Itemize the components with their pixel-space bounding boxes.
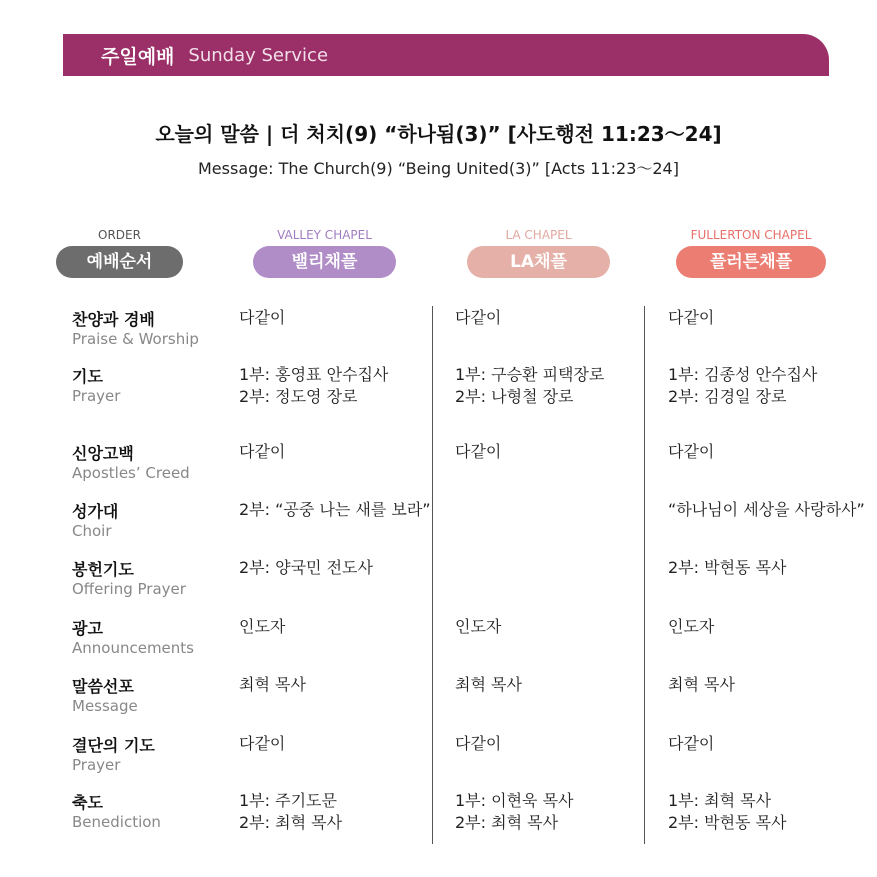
row-label-en: Announcements — [72, 639, 194, 657]
fullerton-cell: 다같이 — [668, 308, 715, 327]
column-divider — [644, 306, 645, 844]
valley-cell: 최혁 목사 — [239, 675, 306, 694]
valley-cell: 다같이 — [239, 442, 286, 461]
fullerton-small-label: FULLERTON CHAPEL — [690, 228, 812, 242]
la-pill: LA채플 — [467, 246, 610, 278]
fullerton-cell: 다같이 — [668, 442, 715, 461]
valley-cell: 2부: “공중 나는 새를 보라” — [239, 500, 431, 519]
fullerton-cell: 2부: 박현동 목사 — [668, 558, 787, 577]
fullerton-cell: “하나님이 세상을 사랑하사” — [668, 500, 865, 519]
fullerton-pill: 플러튼채플 — [676, 246, 826, 278]
order-column-header — [56, 228, 183, 278]
fullerton-column-header — [676, 228, 826, 278]
fullerton-cell: 인도자 — [668, 617, 715, 636]
la-cell: 최혁 목사 — [455, 675, 522, 694]
row-label-en: Benediction — [72, 813, 161, 831]
row-label-en: Message — [72, 697, 138, 715]
row-label-en: Choir — [72, 522, 112, 540]
la-cell: 다같이 — [455, 308, 502, 327]
row-label-en: Praise & Worship — [72, 330, 199, 348]
column-divider — [432, 306, 433, 844]
message-title-ko: 오늘의 말씀 | 더 처치(9) “하나됨(3)” [사도행전 11:23～24] — [155, 122, 722, 146]
fullerton-cell: 2부: 김경일 장로 — [668, 387, 787, 406]
row-label-en: Apostles’ Creed — [72, 464, 190, 482]
order-small-label: ORDER — [98, 228, 141, 242]
valley-cell: 인도자 — [239, 617, 286, 636]
valley-cell: 1부: 주기도문 — [239, 791, 337, 810]
row-label-ko: 결단의 기도 — [72, 736, 155, 755]
valley-small-label: VALLEY CHAPEL — [277, 228, 372, 242]
fullerton-cell: 1부: 최혁 목사 — [668, 791, 772, 810]
row-label-en: Prayer — [72, 387, 121, 405]
valley-cell: 다같이 — [239, 734, 286, 753]
row-label-en: Offering Prayer — [72, 580, 186, 598]
la-cell: 2부: 최혁 목사 — [455, 813, 559, 832]
row-label-ko: 신앙고백 — [72, 444, 134, 463]
la-small-label: LA CHAPEL — [505, 228, 572, 242]
la-cell: 다같이 — [455, 442, 502, 461]
la-cell: 1부: 이현욱 목사 — [455, 791, 574, 810]
valley-cell: 다같이 — [239, 308, 286, 327]
header-title-en: Sunday Service — [188, 44, 329, 66]
la-cell: 2부: 나형철 장로 — [455, 387, 574, 406]
row-label-ko: 봉헌기도 — [72, 560, 134, 579]
fullerton-cell: 다같이 — [668, 734, 715, 753]
valley-cell: 1부: 홍영표 안수집사 — [239, 365, 389, 384]
valley-pill: 밸리채플 — [253, 246, 396, 278]
section-header — [63, 34, 829, 76]
valley-cell: 2부: 최혁 목사 — [239, 813, 343, 832]
fullerton-cell: 1부: 김종성 안수집사 — [668, 365, 818, 384]
row-label-ko: 광고 — [72, 619, 103, 638]
fullerton-cell: 2부: 박현동 목사 — [668, 813, 787, 832]
valley-column-header — [253, 228, 396, 278]
row-label-ko: 성가대 — [72, 502, 119, 521]
row-label-ko: 찬양과 경배 — [72, 310, 155, 329]
row-label-ko: 축도 — [72, 793, 103, 812]
la-cell: 인도자 — [455, 617, 502, 636]
la-column-header — [467, 228, 610, 278]
la-cell: 다같이 — [455, 734, 502, 753]
row-label-ko: 기도 — [72, 367, 103, 386]
header-title-ko: 주일예배 — [101, 45, 175, 68]
row-label-ko: 말씀선포 — [72, 677, 134, 696]
message-title-en: Message: The Church(9) “Being United(3)” [Acts 11:23～24] — [198, 159, 679, 178]
fullerton-cell: 최혁 목사 — [668, 675, 735, 694]
valley-cell: 2부: 양국민 전도사 — [239, 558, 373, 577]
la-cell: 1부: 구승환 피택장로 — [455, 365, 605, 384]
row-label-en: Prayer — [72, 756, 121, 774]
valley-cell: 2부: 정도영 장로 — [239, 387, 358, 406]
order-pill: 예배순서 — [56, 246, 183, 278]
